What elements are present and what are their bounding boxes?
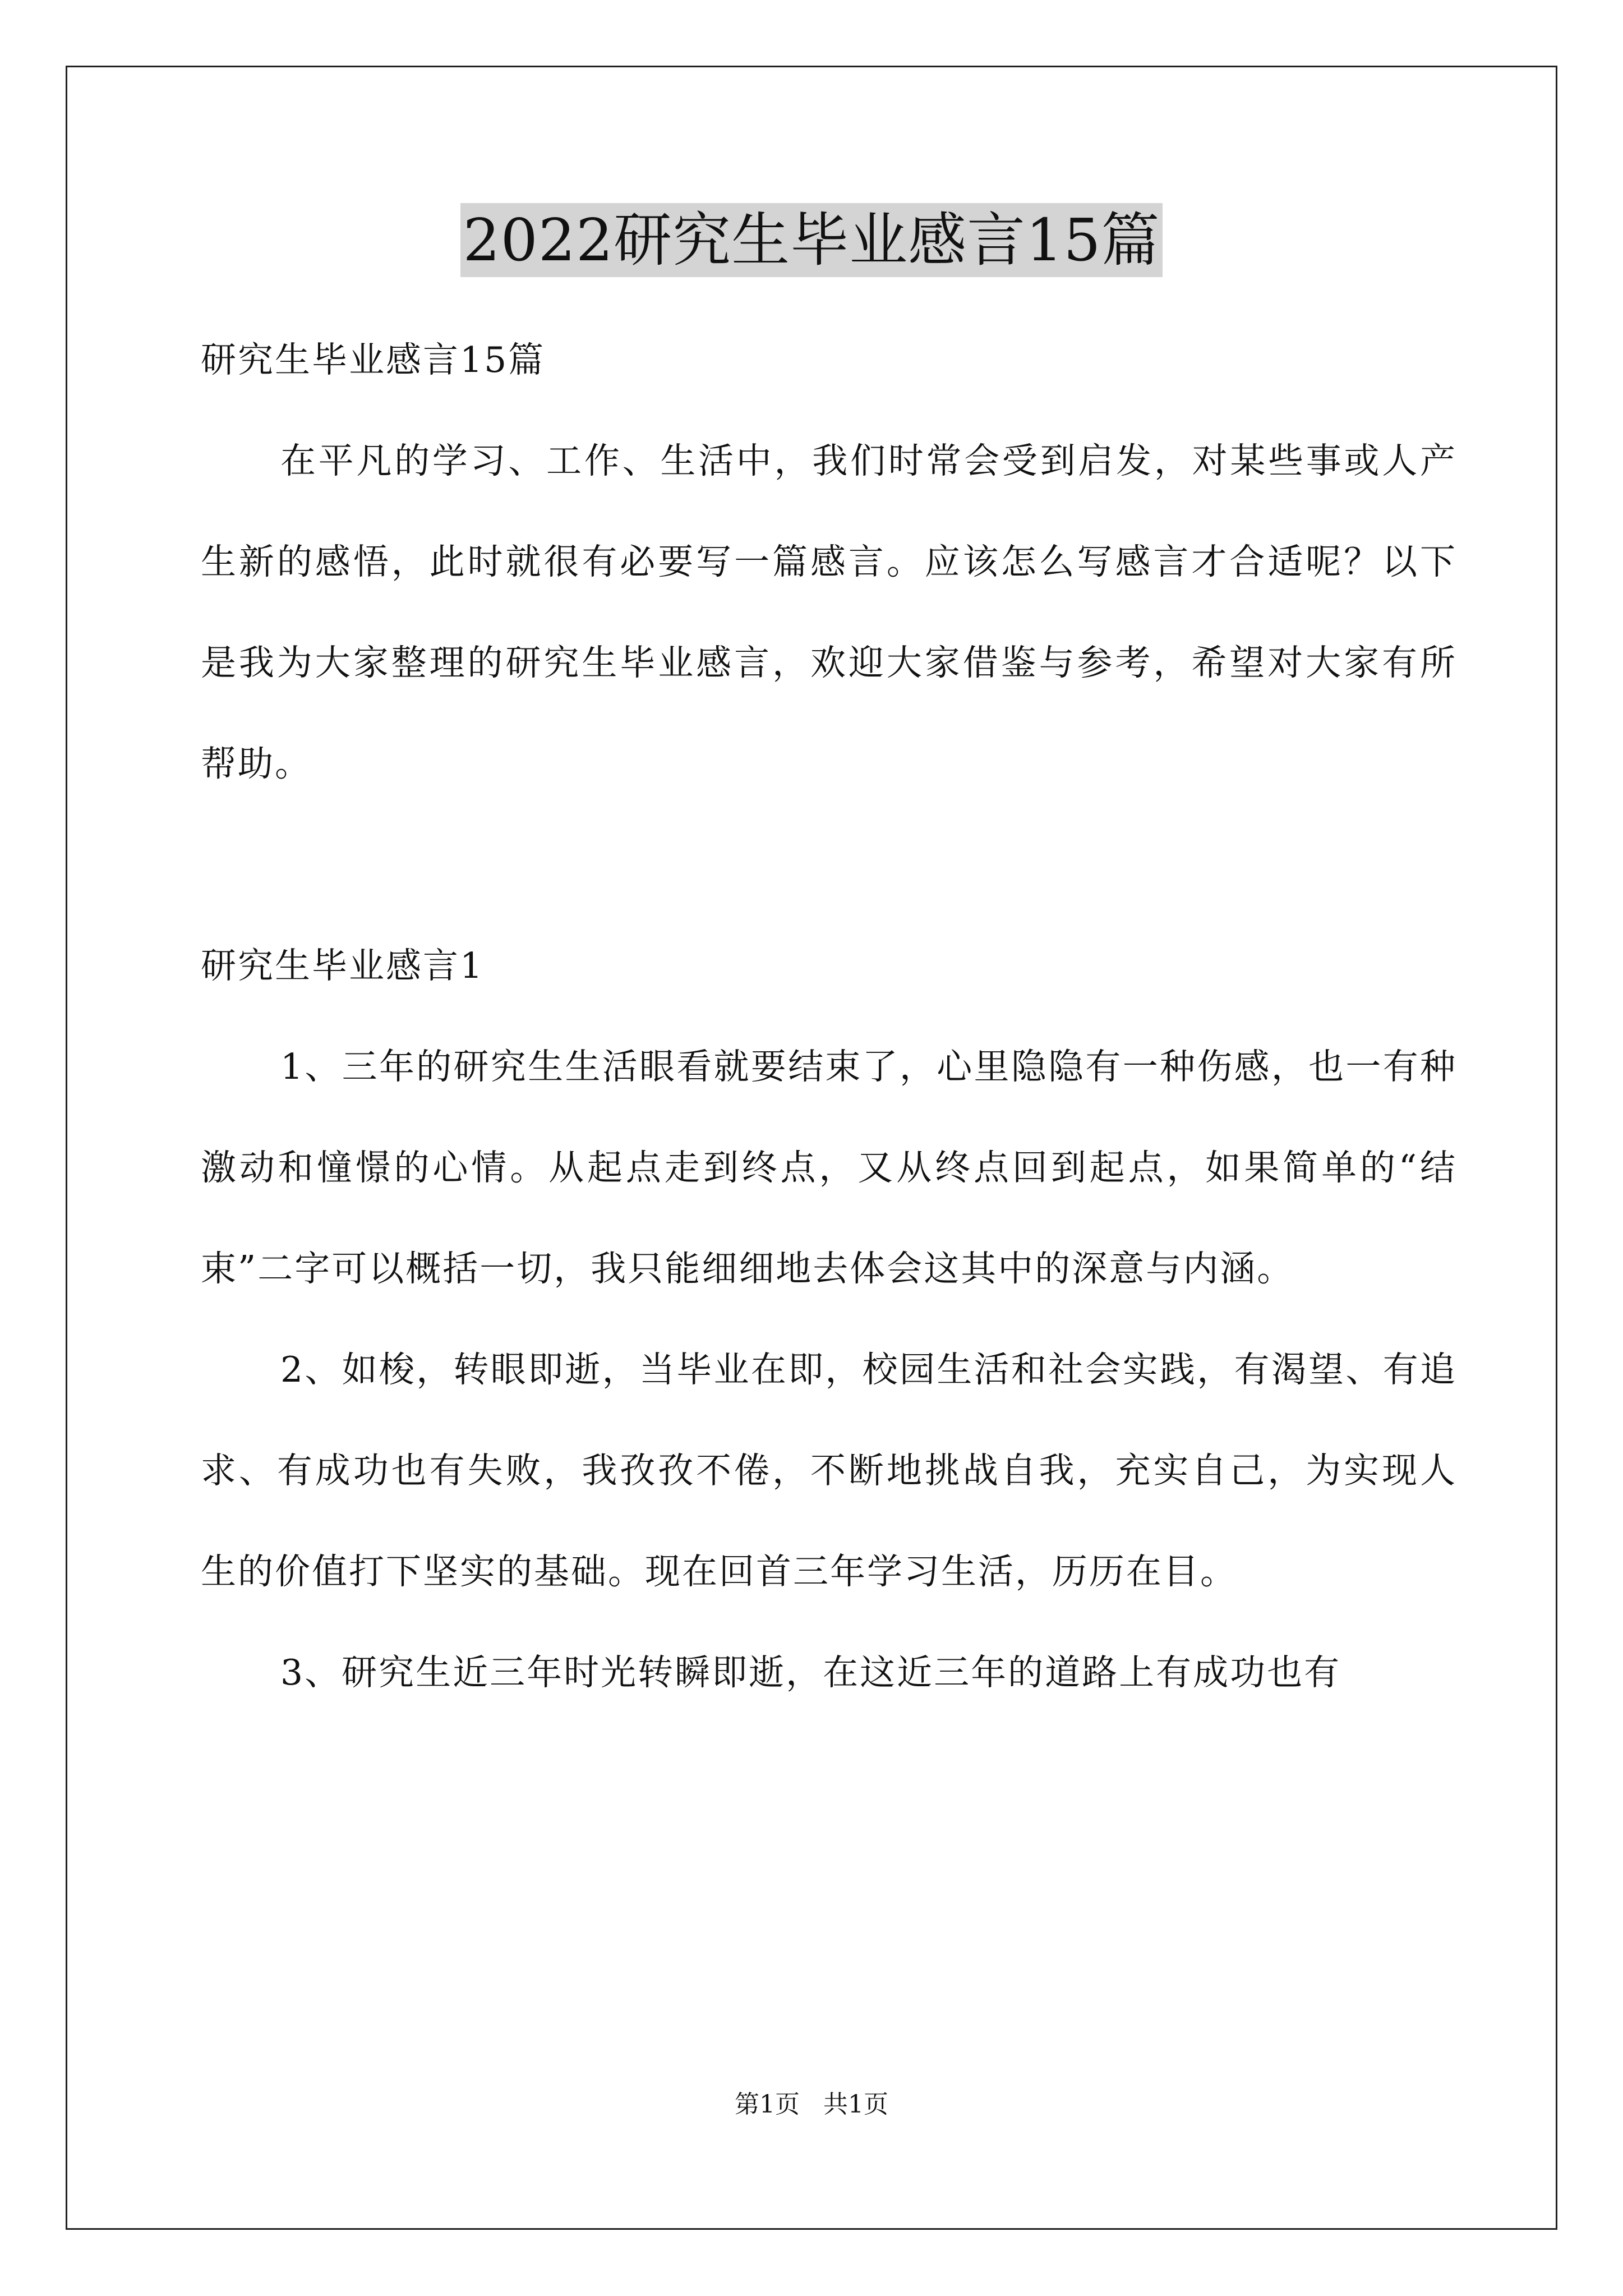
document-body [201,310,1457,1723]
body-paragraph-1: 1、三年的研究生生活眼看就要结束了，心里隐隐有一种伤感，也一有种激动和憧憬的心情。从起点走到终点，又从终点回到起点，如果简单的“结束”二字可以概括一切，我只能细细地去体会这其中的深意与内涵。 [201,1046,1457,1289]
document-title: 2022研究生毕业感言15篇 [460,203,1162,277]
page-footer: 第1页 共1页 [735,2090,888,2119]
intro-paragraph: 在平凡的学习、工作、生活中，我们时常会受到启发，对某些事或人产生新的感悟，此时就很有必要写一篇感言。应该怎么写感言才合适呢？以下是我为大家整理的研究生毕业感言，欢迎大家借鉴与参考，希望对大家有所帮助。 [201,440,1457,784]
document-subtitle: 研究生毕业感言15篇 [201,339,546,380]
section-heading: 研究生毕业感言1 [201,945,485,986]
body-paragraph-2: 2、如梭，转眼即逝，当毕业在即，校园生活和社会实践，有渴望、有追求、有成功也有失败，我孜孜不倦，不断地挑战自我，充实自己，为实现人生的价值打下坚实的基础。现在回首三年学习生活，历历在目。 [201,1349,1457,1592]
body-paragraph-3: 3、研究生近三年时光转瞬即逝，在这近三年的道路上有成功也有 [280,1652,1341,1693]
title-container [0,203,1623,277]
